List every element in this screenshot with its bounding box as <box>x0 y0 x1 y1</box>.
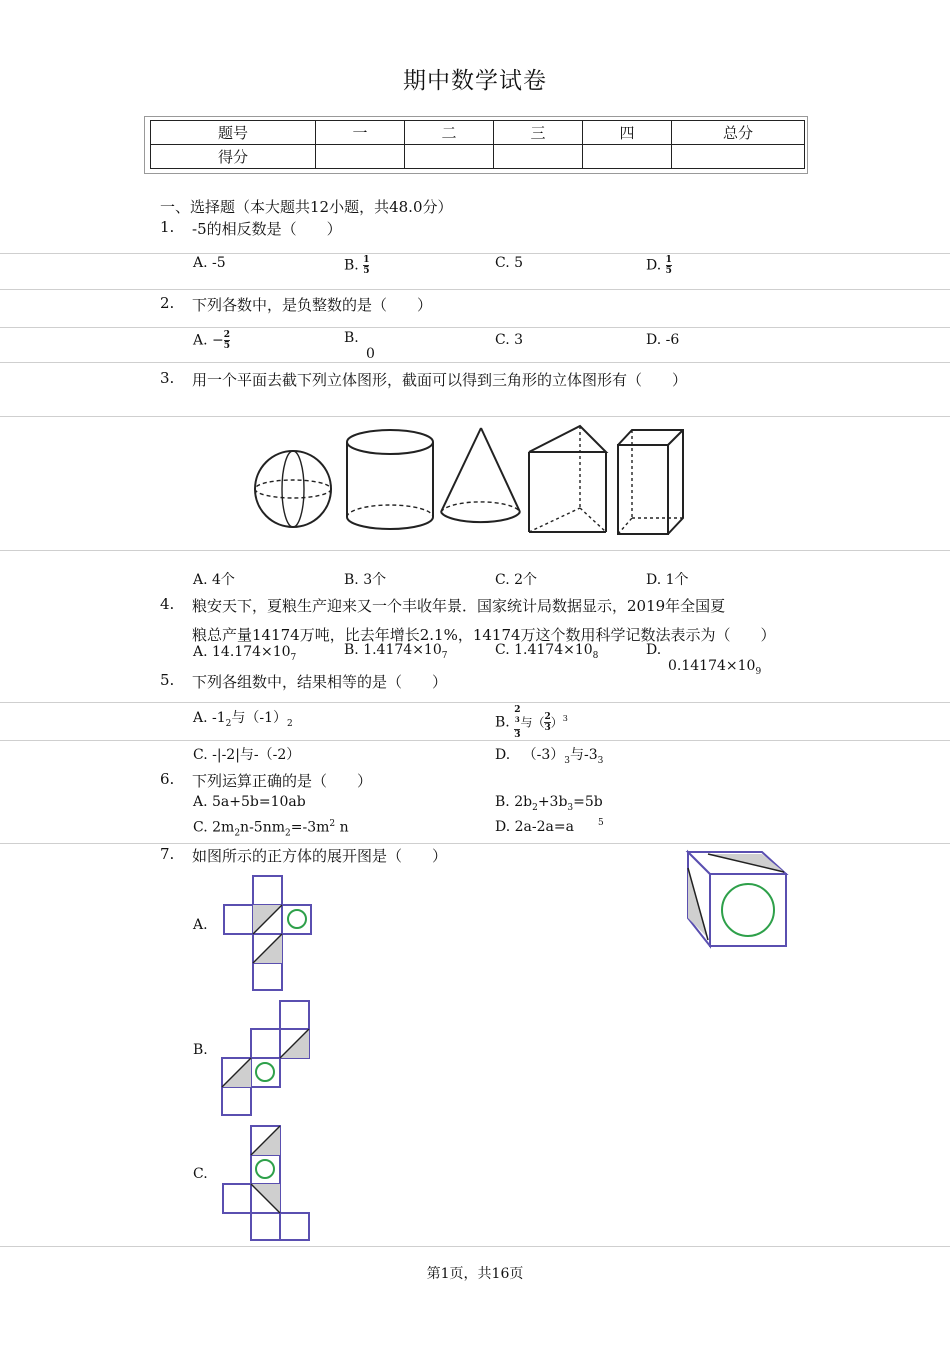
divider <box>0 327 950 328</box>
q6-text: 下列运算正确的是（ ） <box>192 772 373 790</box>
score-header-3: 三 <box>494 121 583 145</box>
exponent: 2 <box>225 718 232 729</box>
fraction <box>666 255 672 276</box>
q6-option-c[interactable] <box>193 819 349 838</box>
q7-option-b-label[interactable]: B. <box>193 1042 208 1058</box>
q1-number: 1. <box>160 218 175 236</box>
option-value: 5a+5b=10ab <box>212 794 306 810</box>
minus-sign: − <box>212 332 224 349</box>
exponent: 5 <box>598 818 604 828</box>
numerator: 1 <box>665 255 672 265</box>
divider <box>0 550 950 551</box>
q2-option-a[interactable] <box>193 330 230 351</box>
q5-text: 下列各组数中，结果相等的是（ ） <box>192 673 448 691</box>
q4-line-1: 粮安天下，夏粮生产迎来又一个丰收年景．国家统计局数据显示，2019年全国夏 <box>192 597 726 615</box>
q7-number: 7. <box>160 845 175 863</box>
score-row-label: 得分 <box>151 145 316 169</box>
q7-option-c-label[interactable]: C. <box>193 1166 208 1182</box>
denominator: 5 <box>363 266 370 276</box>
option-label: D. <box>495 747 511 763</box>
q5-option-b[interactable] <box>495 705 568 740</box>
exponent: 7 <box>441 650 448 661</box>
option-value: 0 <box>366 346 375 362</box>
option-value: 与-3 <box>570 747 598 763</box>
option-label: B. <box>344 572 359 588</box>
option-label: A. <box>193 255 208 271</box>
exponent: 3 <box>597 755 604 766</box>
option-value: （-3） <box>522 747 565 763</box>
exponent: 2 <box>287 718 293 729</box>
denominator: 5 <box>223 341 231 351</box>
option-label: B. <box>344 257 359 274</box>
cylinder-figure <box>347 430 433 529</box>
q6-number: 6. <box>160 770 175 788</box>
q7-option-b-net[interactable] <box>220 999 312 1117</box>
option-label: A. <box>193 332 208 349</box>
option-value: -6 <box>665 332 680 348</box>
q1-option-a[interactable] <box>193 255 226 271</box>
cuboid-figure <box>618 430 683 534</box>
q7-option-a-label[interactable]: A. <box>193 917 208 933</box>
option-label: B. <box>344 642 359 658</box>
option-value: 14.174×10 <box>212 644 291 660</box>
option-label: C. <box>495 255 510 271</box>
option-value: -5 <box>212 255 226 271</box>
numerator: 2 <box>223 330 231 340</box>
option-value: +3b <box>537 794 568 810</box>
option-label: C. <box>495 572 510 588</box>
score-header-2: 二 <box>405 121 494 145</box>
sphere-figure <box>255 451 331 527</box>
divider <box>0 253 950 254</box>
option-label: D. <box>646 332 662 348</box>
q5-option-a[interactable] <box>193 707 293 729</box>
option-label: B. <box>495 714 510 731</box>
score-cell <box>494 145 583 169</box>
option-label: C. <box>193 747 208 763</box>
q2-option-b[interactable] <box>344 330 375 362</box>
option-label: D. <box>646 257 662 274</box>
option-label: A. <box>193 710 208 726</box>
cube-reference-figure <box>686 848 790 950</box>
option-value: 2个 <box>514 572 538 588</box>
q3-option-d[interactable] <box>646 569 689 589</box>
q3-number: 3. <box>160 369 175 387</box>
score-header-5: 总分 <box>672 121 805 145</box>
q4-option-c[interactable] <box>495 642 598 661</box>
exponent: 2 <box>234 828 241 839</box>
exponent: 9 <box>755 666 762 677</box>
option-label: D. <box>495 819 511 835</box>
exponent: 2 <box>329 819 336 829</box>
option-value: ） <box>550 715 563 730</box>
option-value: =5b <box>573 794 603 810</box>
q3-option-b[interactable] <box>344 569 386 589</box>
divider <box>0 740 950 741</box>
q4-line-2: 粮总产量14174万吨，比去年增长2.1%，14174万这个数用科学记数法表示为（ ） <box>192 626 776 644</box>
divider <box>0 702 950 703</box>
score-cell <box>583 145 672 169</box>
exponent: 2 <box>532 802 538 813</box>
option-value: 与（ <box>520 715 545 730</box>
option-value: 1个 <box>665 572 689 588</box>
option-value: 与（-1） <box>231 710 288 726</box>
option-value: 1.4174×10 <box>363 642 442 658</box>
option-label: B. <box>495 794 510 810</box>
option-value: 2m <box>212 819 235 836</box>
q4-option-a[interactable] <box>193 644 296 663</box>
exponent: 8 <box>592 650 599 661</box>
option-value: 3个 <box>363 572 387 588</box>
q2-option-d[interactable] <box>646 332 679 348</box>
option-label: D. <box>646 642 662 658</box>
score-table-frame <box>144 116 808 174</box>
divider <box>0 1246 950 1247</box>
q7-text: 如图所示的正方体的展开图是（ ） <box>192 847 448 865</box>
option-value: n-5nm <box>240 819 285 836</box>
q1-text: -5的相反数是（ ） <box>192 220 342 238</box>
divider <box>0 843 950 844</box>
option-value: 2a-2a=a <box>514 819 574 835</box>
numerator: 2 <box>514 705 521 715</box>
option-value: 2b <box>514 794 533 810</box>
denominator: 3 <box>544 723 551 733</box>
divider <box>0 362 950 363</box>
score-header-0: 题号 <box>151 121 316 145</box>
page-footer: 第1页，共16页 <box>426 1266 524 1282</box>
option-value: =-3m <box>290 819 330 836</box>
q5-number: 5. <box>160 671 175 689</box>
option-value: 0.14174×10 <box>668 658 756 674</box>
denominator: 5 <box>665 266 672 276</box>
option-label: D. <box>646 572 662 588</box>
q6-option-d[interactable] <box>495 819 574 835</box>
q7-option-c-net[interactable] <box>221 1124 313 1242</box>
cone-figure <box>441 428 520 522</box>
exponent: 7 <box>290 652 297 663</box>
q2-option-c[interactable] <box>495 332 523 348</box>
option-label: C. <box>495 642 510 658</box>
solid-figures-image <box>250 420 690 545</box>
score-cell <box>405 145 494 169</box>
option-value: 3 <box>514 332 524 348</box>
exponent: 3 <box>562 713 568 723</box>
fraction <box>224 330 230 351</box>
numerator: 1 <box>363 255 370 265</box>
score-header-1: 一 <box>316 121 405 145</box>
exponent: 3 <box>564 755 571 766</box>
q1-option-b[interactable] <box>344 255 369 276</box>
numerator: 2 <box>544 712 551 722</box>
option-label: A. <box>193 644 208 660</box>
divider <box>0 416 950 417</box>
option-label: A. <box>193 794 208 810</box>
q4-option-d[interactable] <box>646 642 761 677</box>
q7-option-a-net[interactable] <box>222 874 314 992</box>
q2-number: 2. <box>160 294 175 312</box>
exponent: 3 <box>514 715 520 724</box>
score-cell <box>672 145 805 169</box>
option-label: B. <box>344 330 359 346</box>
option-label: C. <box>495 332 510 348</box>
q2-text: 下列各数中，是负整数的是（ ） <box>192 296 433 314</box>
score-header-4: 四 <box>583 121 672 145</box>
option-value: 1.4174×10 <box>514 642 593 658</box>
denominator: 3 <box>514 730 521 740</box>
option-value: n <box>339 819 349 836</box>
q6-option-a[interactable] <box>193 794 306 810</box>
q1-option-c[interactable] <box>495 255 523 271</box>
fraction <box>363 255 369 276</box>
q3-text: 用一个平面去截下列立体图形，截面可以得到三角形的立体图形有（ ） <box>192 371 688 389</box>
q3-option-a[interactable] <box>193 569 235 589</box>
q6-option-b[interactable] <box>495 794 603 813</box>
option-label: C. <box>193 819 208 836</box>
q4-number: 4. <box>160 595 175 613</box>
option-value: 5 <box>514 255 524 271</box>
q4-option-b[interactable] <box>344 642 447 661</box>
triangular-prism-figure <box>529 426 606 532</box>
score-cell <box>316 145 405 169</box>
q1-option-d[interactable] <box>646 255 672 276</box>
page-title: 期中数学试卷 <box>403 68 547 94</box>
option-value: -1 <box>212 710 226 726</box>
q3-option-c[interactable] <box>495 569 537 589</box>
exponent: 3 <box>567 802 574 813</box>
q5-option-c[interactable] <box>193 744 300 764</box>
option-label: A. <box>193 572 208 588</box>
exponent: 2 <box>285 828 291 839</box>
divider <box>0 289 950 290</box>
option-value: 4个 <box>212 572 235 588</box>
option-value: -|-2|与-（-2） <box>212 747 301 763</box>
q5-option-d[interactable] <box>495 744 603 766</box>
section-heading: 一、选择题（本大题共12小题，共48.0分） <box>160 198 453 216</box>
score-table <box>150 120 805 169</box>
